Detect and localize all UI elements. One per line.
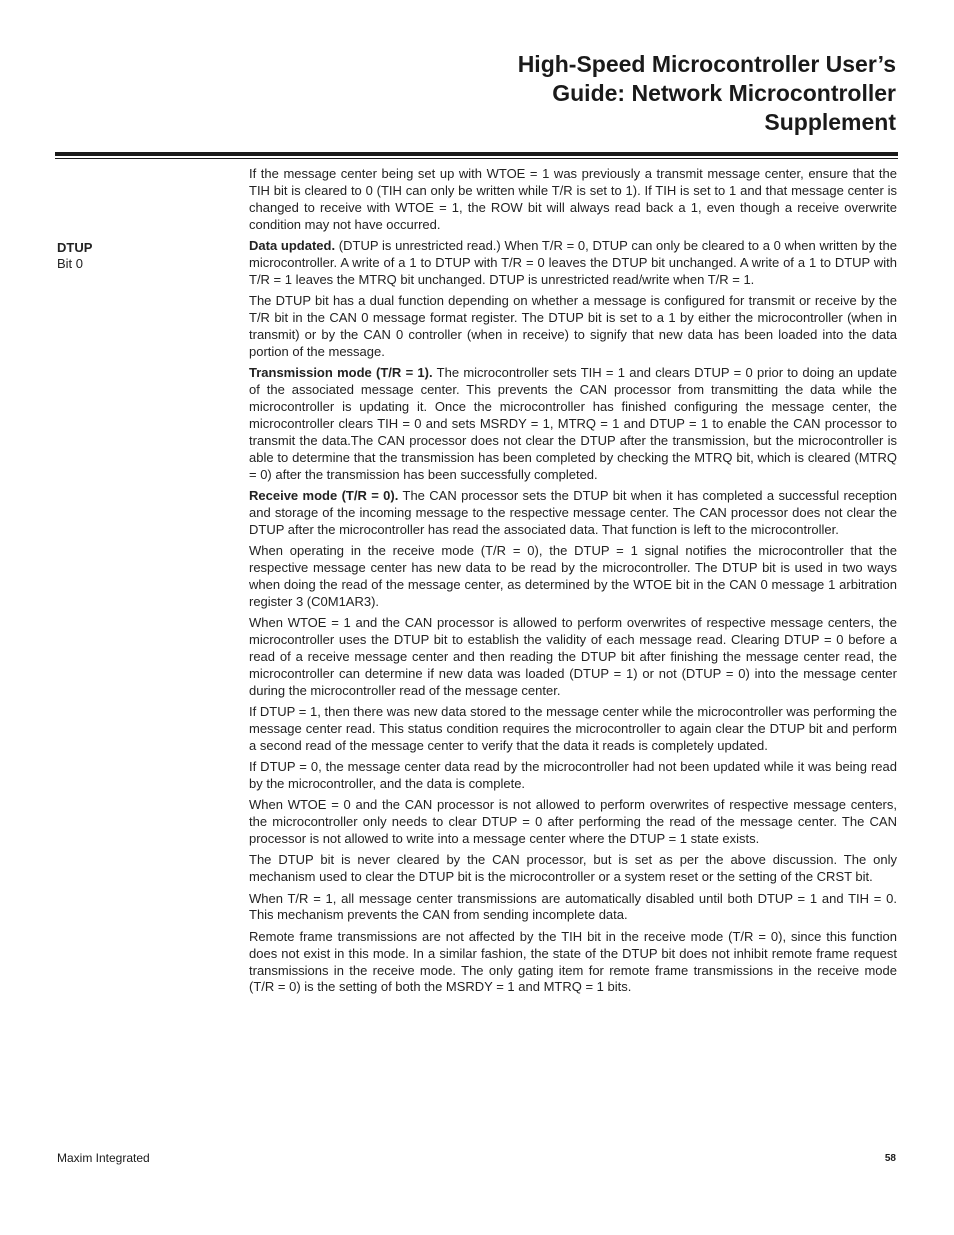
paragraph-13 <box>249 929 897 997</box>
footer-company: Maxim Integrated <box>57 1151 150 1165</box>
paragraph-2-lead: Data updated. <box>249 238 336 254</box>
paragraph-5-lead: Receive mode (T/R = 0). <box>249 487 399 503</box>
paragraph-2 <box>249 238 897 289</box>
header-rule-thin <box>55 158 898 159</box>
paragraph-7-text: When WTOE = 1 and the CAN processor is allowed to perform overwrites of respective message centers, the microcontroller uses the DTUP bit to establish the validity of each message read. Clearing DTUP = 0 before a read of a receive message center and then reading the DTUP bit after finishing the message center read, the microcontroller can determine if new data was loaded (DTUP = 1) or not (DTUP = 0) into the message center during the microcontroller read of the message center. <box>249 615 897 698</box>
paragraph-4 <box>249 365 897 483</box>
paragraph-11-text: The DTUP bit is never cleared by the CAN processor, but is set as per the above discussion. The only mechanism used to clear the DTUP bit is the microcontroller or a system reset or the setting of the CRST bit. <box>249 852 897 885</box>
paragraph-10 <box>249 797 897 848</box>
page-title <box>296 50 896 137</box>
paragraph-3-text: The DTUP bit has a dual function depending on whether a message is configured for transmit or receive by the T/R bit in the CAN 0 message format register. The DTUP bit is set to a 1 by either the microcontroller (when in transmit) or by the CAN 0 controller (when in receive) to signify that new data has been loaded into the data portion of the message. <box>249 293 897 359</box>
paragraph-6-text: When operating in the receive mode (T/R = 0), the DTUP = 1 signal notifies the microcontroller that the respective message center has new data to be read by the microcontroller. The DTUP bit is used in two ways when doing the read of the message center, as determined by the WTOE bit in the CAN 0 message 1 arbitration register 3 (C0M1AR3). <box>249 542 897 609</box>
paragraph-8-text: If DTUP = 1, then there was new data stored to the message center while the microcontroller was performing the message center read. This status condition requires the microcontroller to again clear the DTUP bit and perform a second read of the message center to verify that the data it reads is completely updated. <box>249 703 897 753</box>
footer-page-number: 58 <box>884 1153 896 1164</box>
register-bit: Bit 0 <box>57 256 84 271</box>
paragraph-12 <box>249 891 897 925</box>
paragraph-9 <box>249 759 897 793</box>
paragraph-2-text: (DTUP is unrestricted read.) When T/R = 0, DTUP can only be cleared to a 0 when written by the microcontroller. A write of a 1 to DTUP with T/R = 0 leaves the DTUP bit unchanged. A write of a 1 to DTUP with T/R = 1 leaves the MTRQ bit unchanged. DTUP is unrestricted read/write when T/R = 1. <box>249 238 897 287</box>
body-text <box>249 166 897 1001</box>
page-title-line-2: Guide: Network Microcontroller <box>552 80 896 106</box>
paragraph-1 <box>249 166 897 234</box>
paragraph-12-text: When T/R = 1, all message center transmissions are automatically disabled until both DTUP = 1 and TIH = 0. This mechanism prevents the CAN from sending incomplete data. <box>249 890 897 923</box>
paragraph-5-text: The CAN processor sets the DTUP bit when it has completed a successful reception and storage of the incoming message to the respective message center. The CAN processor does not clear the DTUP after the microcontroller has read the associated data. That function is left to the microcontroller. <box>249 487 897 537</box>
paragraph-5 <box>249 488 897 539</box>
paragraph-10-text: When WTOE = 0 and the CAN processor is not allowed to perform overwrites of respective message centers, the microcontroller only needs to clear DTUP = 0 after performing the read of the message center. The CAN processor is not allowed to write into a message center where the DTUP = 1 state exists. <box>249 797 897 847</box>
page-title-line-3: Supplement <box>764 109 896 135</box>
paragraph-9-text: If DTUP = 0, the message center data read by the microcontroller had not been updated while it was being read by the microcontroller, and the data is complete. <box>249 759 897 791</box>
paragraph-11 <box>249 852 897 886</box>
header-rule-thick <box>55 152 898 156</box>
register-name: DTUP <box>57 240 93 255</box>
paragraph-13-text: Remote frame transmissions are not affected by the TIH bit in the receive mode (T/R = 0), since this function does not exist in this mode. In a similar fashion, the state of the DTUP bit does not inhibit remote frame request transmissions in the receive mode. The only gating item for remote frame transmissions in the receive mode (T/R = 0) is the setting of both the MSRDY = 1 and MTRQ = 1 bits. <box>249 928 897 995</box>
paragraph-4-text: The microcontroller sets TIH = 1 and clears DTUP = 0 prior to doing an update of the associated message center. This prevents the CAN processor from transmitting the data while the microcontroller is updating it. Once the microcontroller has finished configuring the message center, the microcontroller clears TIH = 0 and sets MSRDY = 1, MTRQ = 1 and DTUP = 1 to enable the CAN processor to transmit the data.The CAN processor does not clear the DTUP after the transmission, but the microcontroller is able to determine that the transmission has been completed by checking the MTRQ bit, which is cleared (MTRQ = 0) after the transmission has been successfully completed. <box>249 365 897 482</box>
page-title-line-1: High-Speed Microcontroller User’s <box>517 51 896 77</box>
register-sidebar <box>57 240 92 272</box>
paragraph-8 <box>249 704 897 755</box>
paragraph-4-lead: Transmission mode (T/R = 1). <box>249 365 433 381</box>
paragraph-6 <box>249 543 897 611</box>
paragraph-1-text: If the message center being set up with WTOE = 1 was previously a transmit message center, ensure that the TIH bit is cleared to 0 (TIH can only be written while T/R is set to 1). If TIH is set to 1 and that message center is changed to receive with WTOE = 1, the ROW bit will always read back a 1, even though a receive overwrite condition may not have occurred. <box>249 166 897 232</box>
paragraph-3 <box>249 293 897 361</box>
paragraph-7 <box>249 615 897 700</box>
